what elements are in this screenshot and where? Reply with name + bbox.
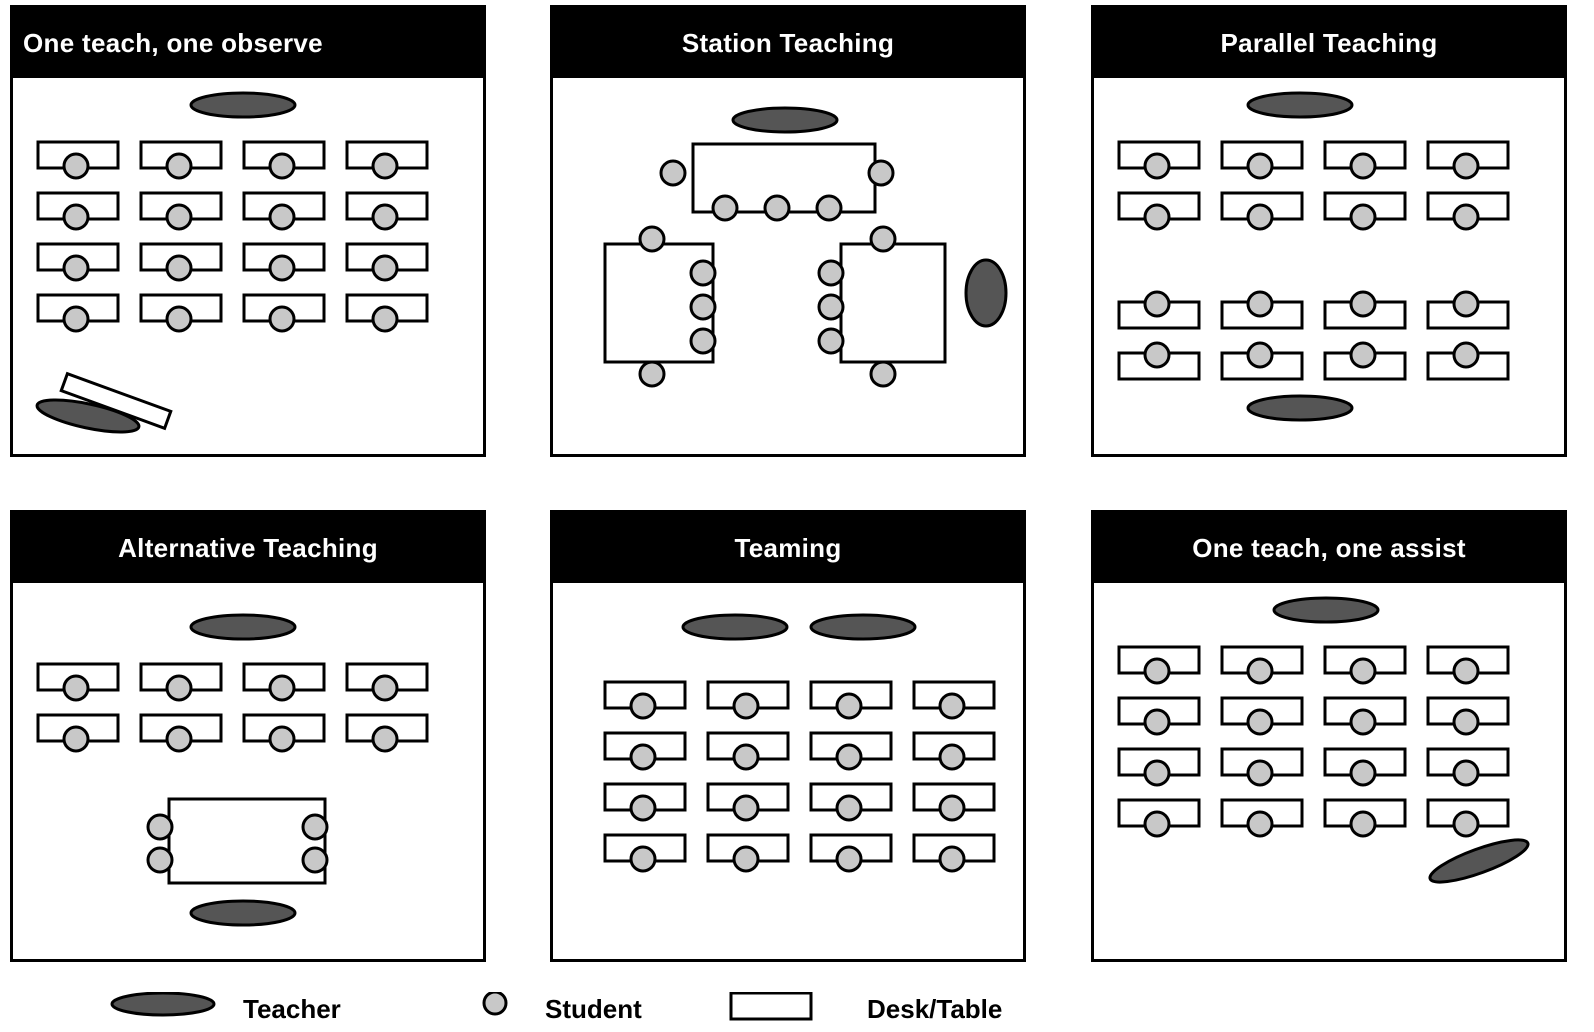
teacher-ellipse-icon (191, 615, 295, 639)
student-circle-icon (1454, 812, 1478, 836)
student-circle-icon (373, 154, 397, 178)
student-circle-icon (1454, 292, 1478, 316)
student-circle-icon (734, 694, 758, 718)
desk-rectangle-icon (731, 993, 811, 1019)
student-circle-icon (1248, 292, 1272, 316)
student-circle-icon (373, 676, 397, 700)
student-circle-icon (817, 196, 841, 220)
panel-title: Station Teaching (553, 8, 1023, 78)
student-circle-icon (373, 256, 397, 280)
student-circle-icon (270, 205, 294, 229)
student-circle-icon (64, 154, 88, 178)
student-circle-icon (167, 307, 191, 331)
student-circle-icon (1351, 343, 1375, 367)
panel-teaming (550, 510, 1026, 962)
student-circle-icon (1145, 761, 1169, 785)
student-circle-icon (64, 727, 88, 751)
student-circle-icon (373, 727, 397, 751)
student-circle-icon (940, 745, 964, 769)
panel-one-teach-one-observe (10, 5, 486, 457)
panel-title: One teach, one assist (1094, 513, 1564, 583)
student-circle-icon (1454, 710, 1478, 734)
student-circle-icon (734, 847, 758, 871)
teacher-ellipse-icon (1274, 598, 1378, 622)
teaming-diagram (553, 583, 1023, 959)
student-circle-icon (631, 694, 655, 718)
student-circle-icon (713, 196, 737, 220)
student-circle-icon (167, 256, 191, 280)
panel-title: Teaming (553, 513, 1023, 583)
student-circle-icon (691, 261, 715, 285)
student-circle-icon (167, 727, 191, 751)
student-circle-icon (1145, 710, 1169, 734)
teacher-ellipse-icon (811, 615, 915, 639)
desk-rectangle-icon (841, 244, 945, 362)
student-circle-icon (1248, 154, 1272, 178)
observe-diagram (13, 78, 483, 454)
student-circle-icon (837, 745, 861, 769)
student-circle-icon (484, 992, 506, 1014)
student-circle-icon (661, 161, 685, 185)
student-circle-icon (765, 196, 789, 220)
student-circle-icon (734, 745, 758, 769)
student-circle-icon (1145, 154, 1169, 178)
student-circle-icon (1351, 659, 1375, 683)
student-circle-icon (1145, 659, 1169, 683)
student-circle-icon (303, 848, 327, 872)
legend-symbols (0, 992, 1594, 1032)
student-circle-icon (819, 261, 843, 285)
student-circle-icon (1454, 154, 1478, 178)
student-circle-icon (64, 205, 88, 229)
station-diagram (553, 78, 1023, 454)
student-circle-icon (869, 161, 893, 185)
student-circle-icon (1145, 343, 1169, 367)
panel-parallel-teaching (1091, 5, 1567, 457)
panel-alternative-teaching (10, 510, 486, 962)
legend-desk-label: Desk/Table (867, 994, 1003, 1024)
student-circle-icon (1351, 292, 1375, 316)
teacher-ellipse-icon (733, 108, 837, 132)
teacher-ellipse-icon (1426, 832, 1532, 890)
student-circle-icon (270, 256, 294, 280)
student-circle-icon (270, 307, 294, 331)
student-circle-icon (1454, 205, 1478, 229)
student-circle-icon (691, 329, 715, 353)
student-circle-icon (373, 307, 397, 331)
alternative-diagram (13, 583, 483, 959)
student-circle-icon (819, 329, 843, 353)
student-circle-icon (734, 796, 758, 820)
student-circle-icon (1454, 659, 1478, 683)
student-circle-icon (1248, 659, 1272, 683)
student-circle-icon (837, 694, 861, 718)
panel-station-teaching (550, 5, 1026, 457)
student-circle-icon (1145, 292, 1169, 316)
student-circle-icon (1351, 761, 1375, 785)
student-circle-icon (1248, 343, 1272, 367)
student-circle-icon (640, 227, 664, 251)
student-circle-icon (1248, 710, 1272, 734)
teacher-ellipse-icon (112, 993, 214, 1015)
student-circle-icon (64, 676, 88, 700)
teacher-ellipse-icon (1248, 93, 1352, 117)
legend-teacher-label: Teacher (243, 994, 341, 1024)
student-circle-icon (64, 307, 88, 331)
student-circle-icon (167, 676, 191, 700)
student-circle-icon (631, 847, 655, 871)
teacher-ellipse-icon (1248, 396, 1352, 420)
student-circle-icon (167, 154, 191, 178)
student-circle-icon (270, 727, 294, 751)
assist-diagram (1094, 583, 1564, 959)
student-circle-icon (940, 796, 964, 820)
student-circle-icon (1351, 205, 1375, 229)
student-circle-icon (1351, 154, 1375, 178)
desk-rectangle-icon (169, 799, 325, 883)
student-circle-icon (1145, 205, 1169, 229)
student-circle-icon (819, 295, 843, 319)
panel-title: Parallel Teaching (1094, 8, 1564, 78)
student-circle-icon (1454, 761, 1478, 785)
student-circle-icon (1248, 812, 1272, 836)
student-circle-icon (64, 256, 88, 280)
student-circle-icon (1351, 710, 1375, 734)
student-circle-icon (837, 796, 861, 820)
panel-one-teach-one-assist (1091, 510, 1567, 962)
student-circle-icon (631, 796, 655, 820)
student-circle-icon (691, 295, 715, 319)
legend-student-label: Student (545, 994, 642, 1024)
student-circle-icon (148, 815, 172, 839)
student-circle-icon (303, 815, 327, 839)
student-circle-icon (640, 362, 664, 386)
teacher-ellipse-icon (966, 260, 1006, 326)
student-circle-icon (373, 205, 397, 229)
student-circle-icon (940, 694, 964, 718)
student-circle-icon (871, 362, 895, 386)
student-circle-icon (1248, 761, 1272, 785)
student-circle-icon (631, 745, 655, 769)
student-circle-icon (270, 676, 294, 700)
parallel-diagram (1094, 78, 1564, 454)
student-circle-icon (1351, 812, 1375, 836)
student-circle-icon (167, 205, 191, 229)
student-circle-icon (1248, 205, 1272, 229)
legend (0, 992, 1594, 1032)
student-circle-icon (940, 847, 964, 871)
student-circle-icon (148, 848, 172, 872)
teacher-ellipse-icon (191, 93, 295, 117)
student-circle-icon (871, 227, 895, 251)
teacher-ellipse-icon (191, 901, 295, 925)
student-circle-icon (270, 154, 294, 178)
student-circle-icon (1145, 812, 1169, 836)
panel-title: One teach, one observe (13, 8, 483, 78)
student-circle-icon (837, 847, 861, 871)
panel-title: Alternative Teaching (13, 513, 483, 583)
teacher-ellipse-icon (683, 615, 787, 639)
student-circle-icon (1454, 343, 1478, 367)
